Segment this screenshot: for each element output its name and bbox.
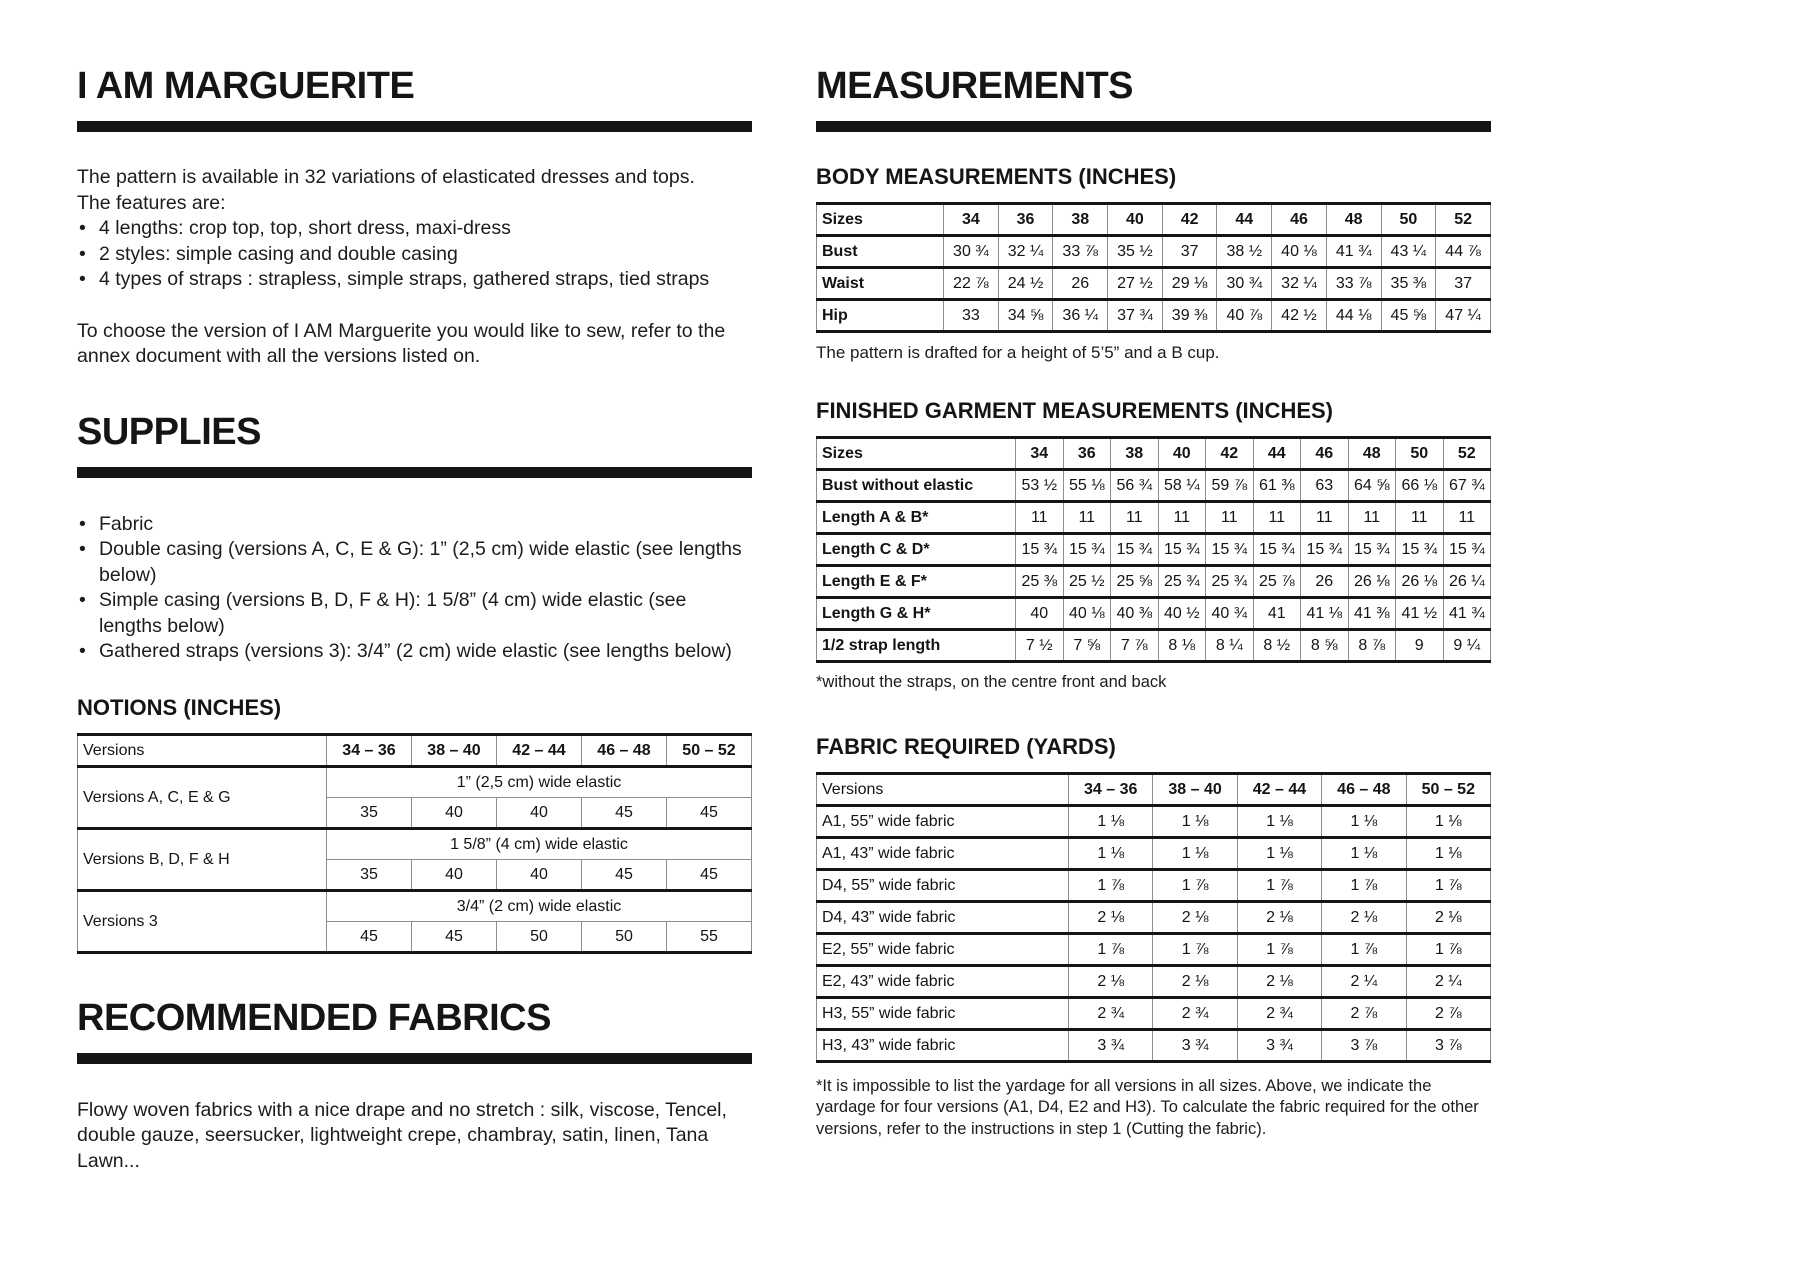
table-group-row (78, 828, 752, 859)
row-label: H3, 43” wide fabric (817, 1029, 1069, 1061)
table-header-cell: 46 (1301, 438, 1349, 470)
table-cell: 32 ¼ (998, 236, 1053, 268)
recommended-fabrics-text: Flowy woven fabrics with a nice drape and no stretch : silk, viscose, Tencel, double gauze, seersucker, lightweight crepe, chambray, satin, linen, Tana Lawn... (77, 1098, 727, 1172)
row-label: D4, 55” wide fabric (817, 869, 1069, 901)
table-cell: 24 ½ (998, 268, 1053, 300)
table-header-label: Sizes (817, 204, 944, 236)
table-cell: 35 ⅜ (1381, 268, 1436, 300)
table-header-cell: 50 (1381, 204, 1436, 236)
table-cell: 11 (1348, 502, 1396, 534)
table-cell: 27 ½ (1108, 268, 1163, 300)
table-cell: 11 (1253, 502, 1301, 534)
table-header-row (78, 734, 752, 766)
table-cell: 15 ¾ (1253, 534, 1301, 566)
yardage-footnote: *It is impossible to list the yardage for all versions in all sizes. Above, we indicate the yardage for four versions (A1, D4, E2 and H3). To calculate the fabric required for the other versions, refer to the instructions in step 1 (Cutting the fabric). (816, 1076, 1479, 1138)
table-cell: 1 ⅞ (1237, 869, 1321, 901)
table-cell: 15 ¾ (1111, 534, 1159, 566)
group-span-cell: 1 5/8” (4 cm) wide elastic (327, 828, 752, 859)
table-cell: 45 ⅝ (1381, 300, 1436, 332)
table-cell: 1 ⅛ (1153, 837, 1237, 869)
table-cell: 41 ⅛ (1301, 598, 1349, 630)
table-cell: 7 ⅝ (1063, 630, 1111, 662)
row-label: Bust (817, 236, 944, 268)
table-header-cell: 38 – 40 (1153, 773, 1237, 805)
row-label: Bust without elastic (817, 470, 1016, 502)
table-cell: 37 ¾ (1108, 300, 1163, 332)
table-cell: 40 ¾ (1206, 598, 1254, 630)
table-header-cell: 46 (1272, 204, 1327, 236)
fabric-required-title: FABRIC REQUIRED (YARDS) (816, 733, 1116, 759)
table-cell: 2 ¾ (1069, 997, 1153, 1029)
finished-garment-title: FINISHED GARMENT MEASUREMENTS (INCHES) (816, 398, 1334, 423)
feature-list (77, 216, 752, 293)
table-cell: 33 (944, 300, 999, 332)
table-cell: 36 ¼ (1053, 300, 1108, 332)
table-cell: 1 ⅛ (1237, 837, 1321, 869)
table-row (817, 502, 1491, 534)
table-cell: 33 ⅞ (1326, 268, 1381, 300)
table-cell: 26 ¼ (1443, 566, 1491, 598)
table-cell: 15 ¾ (1063, 534, 1111, 566)
table-cell: 1 ⅛ (1237, 805, 1321, 837)
table-cell: 2 ⅞ (1406, 997, 1490, 1029)
table-header-cell: 40 (1108, 204, 1163, 236)
table-cell: 2 ¼ (1406, 965, 1490, 997)
group-span-cell: 3/4” (2 cm) wide elastic (327, 890, 752, 921)
table-cell: 45 (582, 797, 667, 828)
table-cell: 2 ⅛ (1406, 901, 1490, 933)
table-cell: 40 ½ (1158, 598, 1206, 630)
feature-item: • 4 lengths: crop top, top, short dress, maxi-dress (77, 216, 752, 242)
table-cell: 3 ¾ (1069, 1029, 1153, 1061)
table-header-cell: 40 (1158, 438, 1206, 470)
table-cell: 42 ½ (1272, 300, 1327, 332)
table-cell: 40 (1016, 598, 1064, 630)
table-header-label: Versions (817, 773, 1069, 805)
table-header-row (817, 438, 1491, 470)
table-cell: 25 ⅝ (1111, 566, 1159, 598)
row-label: 1/2 strap length (817, 630, 1016, 662)
table-row (817, 598, 1491, 630)
table-cell: 41 ½ (1396, 598, 1444, 630)
row-label: Waist (817, 268, 944, 300)
intro-line: The features are: (77, 191, 226, 214)
table-cell: 63 (1301, 470, 1349, 502)
table-row (817, 630, 1491, 662)
notions-table (77, 733, 752, 954)
row-label: Hip (817, 300, 944, 332)
table-cell: 45 (327, 921, 412, 952)
supply-item: • Fabric (77, 512, 752, 538)
table-cell: 2 ¾ (1237, 997, 1321, 1029)
table-cell: 41 (1253, 598, 1301, 630)
table-cell: 1 ⅞ (1069, 933, 1153, 965)
table-header-cell: 52 (1443, 438, 1491, 470)
table-header-cell: 48 (1348, 438, 1396, 470)
table-cell: 1 ⅛ (1406, 805, 1490, 837)
row-label: Length E & F* (817, 566, 1016, 598)
table-header-cell: 46 – 48 (582, 734, 667, 766)
table-cell: 45 (667, 797, 752, 828)
table-cell: 45 (412, 921, 497, 952)
table-header-cell: 44 (1217, 204, 1272, 236)
title-rule (77, 121, 752, 132)
table-header-cell: 52 (1436, 204, 1491, 236)
table-cell: 3 ⅞ (1406, 1029, 1490, 1061)
table-header-cell: 34 – 36 (327, 734, 412, 766)
table-cell: 9 ¼ (1443, 630, 1491, 662)
table-cell: 53 ½ (1016, 470, 1064, 502)
title-rule (816, 121, 1491, 132)
table-cell: 15 ¾ (1396, 534, 1444, 566)
table-cell: 2 ⅛ (1069, 965, 1153, 997)
table-cell: 15 ¾ (1443, 534, 1491, 566)
table-cell: 8 ½ (1253, 630, 1301, 662)
table-cell: 7 ⅞ (1111, 630, 1159, 662)
right-column (816, 66, 1491, 1174)
table-header-cell: 44 (1253, 438, 1301, 470)
table-cell: 35 (327, 859, 412, 890)
measurements-title: MEASUREMENTS (816, 65, 1134, 107)
table-cell: 15 ¾ (1348, 534, 1396, 566)
table-cell: 26 (1301, 566, 1349, 598)
data-table (77, 733, 752, 954)
table-header-cell: 50 – 52 (1406, 773, 1490, 805)
table-header-cell: 48 (1326, 204, 1381, 236)
table-header-cell: 36 (998, 204, 1053, 236)
table-cell: 11 (1206, 502, 1254, 534)
table-header-label: Versions (78, 734, 327, 766)
table-cell: 40 ⅛ (1063, 598, 1111, 630)
table-cell: 8 ⅞ (1348, 630, 1396, 662)
table-row (817, 268, 1491, 300)
table-cell: 44 ⅞ (1436, 236, 1491, 268)
table-cell: 34 ⅝ (998, 300, 1053, 332)
table-cell: 40 ⅛ (1272, 236, 1327, 268)
table-cell: 1 ⅞ (1069, 869, 1153, 901)
table-cell: 45 (582, 859, 667, 890)
row-label: A1, 55” wide fabric (817, 805, 1069, 837)
table-cell: 25 ¾ (1158, 566, 1206, 598)
table-row (817, 869, 1491, 901)
table-cell: 25 ½ (1063, 566, 1111, 598)
table-header-cell: 38 – 40 (412, 734, 497, 766)
table-cell: 41 ¾ (1326, 236, 1381, 268)
table-cell: 25 ⅞ (1253, 566, 1301, 598)
table-cell: 30 ¾ (1217, 268, 1272, 300)
table-cell: 8 ¼ (1206, 630, 1254, 662)
table-cell: 15 ¾ (1206, 534, 1254, 566)
table-cell: 55 ⅛ (1063, 470, 1111, 502)
table-cell: 32 ¼ (1272, 268, 1327, 300)
table-cell: 1 ⅛ (1153, 805, 1237, 837)
table-cell: 2 ⅛ (1322, 901, 1406, 933)
title-rule (77, 1053, 752, 1064)
table-group-row (78, 890, 752, 921)
table-cell: 2 ⅛ (1237, 901, 1321, 933)
table-cell: 2 ⅛ (1237, 965, 1321, 997)
table-cell: 61 ⅜ (1253, 470, 1301, 502)
row-label: Length G & H* (817, 598, 1016, 630)
left-column (77, 66, 752, 1174)
table-cell: 15 ¾ (1016, 534, 1064, 566)
table-cell: 35 (327, 797, 412, 828)
table-header-cell: 50 – 52 (667, 734, 752, 766)
table-cell: 64 ⅝ (1348, 470, 1396, 502)
supplies-list (77, 512, 752, 665)
row-label: E2, 55” wide fabric (817, 933, 1069, 965)
table-row (817, 534, 1491, 566)
table-cell: 11 (1158, 502, 1206, 534)
table-cell: 11 (1111, 502, 1159, 534)
table-cell: 40 (412, 859, 497, 890)
table-row (817, 901, 1491, 933)
data-table (816, 436, 1491, 663)
table-cell: 55 (667, 921, 752, 952)
fabric-required-table (816, 772, 1491, 1063)
row-label: A1, 43” wide fabric (817, 837, 1069, 869)
table-cell: 66 ⅛ (1396, 470, 1444, 502)
table-header-cell: 34 (944, 204, 999, 236)
table-header-row (817, 773, 1491, 805)
table-cell: 26 ⅛ (1348, 566, 1396, 598)
table-cell: 29 ⅛ (1162, 268, 1217, 300)
table-header-row (817, 204, 1491, 236)
table-cell: 1 ⅛ (1322, 837, 1406, 869)
table-header-cell: 42 (1206, 438, 1254, 470)
table-cell: 3 ⅞ (1322, 1029, 1406, 1061)
table-row (817, 805, 1491, 837)
table-cell: 2 ¾ (1153, 997, 1237, 1029)
table-cell: 11 (1301, 502, 1349, 534)
table-header-cell: 42 (1162, 204, 1217, 236)
feature-item: • 2 styles: simple casing and double casing (77, 242, 752, 268)
table-cell: 1 ⅞ (1406, 933, 1490, 965)
table-cell: 40 (497, 797, 582, 828)
row-label: Versions 3 (78, 890, 327, 952)
table-row (817, 566, 1491, 598)
table-row (817, 1029, 1491, 1061)
row-label: Length A & B* (817, 502, 1016, 534)
table-cell: 2 ⅞ (1322, 997, 1406, 1029)
supply-item: • Simple casing (versions B, D, F & H): 1 5/8” (4 cm) wide elastic (see lengths below) (77, 588, 752, 639)
table-cell: 40 (412, 797, 497, 828)
table-cell: 50 (497, 921, 582, 952)
table-cell: 1 ⅞ (1237, 933, 1321, 965)
table-cell: 39 ⅜ (1162, 300, 1217, 332)
row-label: Versions B, D, F & H (78, 828, 327, 890)
table-cell: 11 (1443, 502, 1491, 534)
table-cell: 1 ⅞ (1322, 869, 1406, 901)
table-cell: 59 ⅞ (1206, 470, 1254, 502)
table-cell: 25 ⅜ (1016, 566, 1064, 598)
table-cell: 1 ⅛ (1069, 805, 1153, 837)
row-label: H3, 55” wide fabric (817, 997, 1069, 1029)
table-cell: 11 (1396, 502, 1444, 534)
table-cell: 26 ⅛ (1396, 566, 1444, 598)
height-cup-note: The pattern is drafted for a height of 5’5” and a B cup. (816, 343, 1220, 362)
table-header-label: Sizes (817, 438, 1016, 470)
table-cell: 37 (1162, 236, 1217, 268)
table-cell: 43 ¼ (1381, 236, 1436, 268)
row-label: Length C & D* (817, 534, 1016, 566)
table-cell: 9 (1396, 630, 1444, 662)
table-cell: 45 (667, 859, 752, 890)
table-cell: 3 ¾ (1237, 1029, 1321, 1061)
table-cell: 2 ⅛ (1153, 901, 1237, 933)
table-cell: 11 (1063, 502, 1111, 534)
table-cell: 35 ½ (1108, 236, 1163, 268)
table-cell: 30 ¾ (944, 236, 999, 268)
supplies-title: SUPPLIES (77, 410, 261, 453)
table-cell: 41 ⅜ (1348, 598, 1396, 630)
table-cell: 40 ⅜ (1111, 598, 1159, 630)
table-cell: 2 ¼ (1322, 965, 1406, 997)
table-cell: 7 ½ (1016, 630, 1064, 662)
table-header-cell: 38 (1111, 438, 1159, 470)
title-rule (77, 467, 752, 478)
table-cell: 2 ⅛ (1069, 901, 1153, 933)
table-header-cell: 42 – 44 (497, 734, 582, 766)
body-measurements-title: BODY MEASUREMENTS (INCHES) (816, 164, 1177, 189)
table-cell: 2 ⅛ (1153, 965, 1237, 997)
page-title: I AM MARGUERITE (77, 65, 415, 107)
supply-item: • Double casing (versions A, C, E & G): 1” (2,5 cm) wide elastic (see lengths below) (77, 537, 752, 588)
table-header-cell: 50 (1396, 438, 1444, 470)
table-cell: 33 ⅞ (1053, 236, 1108, 268)
table-cell: 50 (582, 921, 667, 952)
row-label: Versions A, C, E & G (78, 766, 327, 828)
table-cell: 37 (1436, 268, 1491, 300)
table-row (817, 997, 1491, 1029)
table-row (817, 933, 1491, 965)
recommended-fabrics-title: RECOMMENDED FABRICS (77, 996, 551, 1039)
choose-note: To choose the version of I AM Marguerite you would like to sew, refer to the annex document with all the versions listed on. (77, 319, 726, 367)
table-header-cell: 38 (1053, 204, 1108, 236)
feature-item: • 4 types of straps : strapless, simple straps, gathered straps, tied straps (77, 267, 752, 293)
table-header-cell: 46 – 48 (1322, 773, 1406, 805)
table-cell: 56 ¾ (1111, 470, 1159, 502)
row-label: D4, 43” wide fabric (817, 901, 1069, 933)
table-cell: 58 ¼ (1158, 470, 1206, 502)
table-header-cell: 42 – 44 (1237, 773, 1321, 805)
table-header-cell: 34 (1016, 438, 1064, 470)
table-cell: 8 ⅛ (1158, 630, 1206, 662)
table-row (817, 470, 1491, 502)
body-measurements-table (816, 202, 1491, 333)
intro-line: The pattern is available in 32 variations of elasticated dresses and tops. (77, 166, 695, 188)
table-row (817, 300, 1491, 332)
table-cell: 8 ⅝ (1301, 630, 1349, 662)
table-cell: 3 ¾ (1153, 1029, 1237, 1061)
table-cell: 41 ¾ (1443, 598, 1491, 630)
straps-footnote: *without the straps, on the centre front and back (816, 673, 1167, 691)
table-cell: 22 ⅞ (944, 268, 999, 300)
table-header-cell: 36 (1063, 438, 1111, 470)
table-row (817, 837, 1491, 869)
table-cell: 1 ⅞ (1406, 869, 1490, 901)
intro-paragraph (77, 165, 752, 216)
row-label: E2, 43” wide fabric (817, 965, 1069, 997)
data-table (816, 202, 1491, 333)
finished-garment-table (816, 436, 1491, 663)
table-cell: 11 (1016, 502, 1064, 534)
table-cell: 1 ⅛ (1069, 837, 1153, 869)
table-cell: 1 ⅛ (1322, 805, 1406, 837)
table-cell: 1 ⅞ (1153, 869, 1237, 901)
table-cell: 40 (497, 859, 582, 890)
table-cell: 47 ¼ (1436, 300, 1491, 332)
table-header-cell: 34 – 36 (1069, 773, 1153, 805)
table-cell: 15 ¾ (1158, 534, 1206, 566)
table-cell: 25 ¾ (1206, 566, 1254, 598)
table-group-row (78, 766, 752, 797)
table-cell: 15 ¾ (1301, 534, 1349, 566)
table-cell: 1 ⅞ (1322, 933, 1406, 965)
notions-title: NOTIONS (INCHES) (77, 694, 282, 720)
table-cell: 38 ½ (1217, 236, 1272, 268)
group-span-cell: 1” (2,5 cm) wide elastic (327, 766, 752, 797)
table-cell: 40 ⅞ (1217, 300, 1272, 332)
table-cell: 67 ¾ (1443, 470, 1491, 502)
table-cell: 1 ⅛ (1406, 837, 1490, 869)
table-row (817, 965, 1491, 997)
table-row (817, 236, 1491, 268)
supply-item: • Gathered straps (versions 3): 3/4” (2 cm) wide elastic (see lengths below) (77, 639, 752, 665)
table-cell: 44 ⅛ (1326, 300, 1381, 332)
data-table (816, 772, 1491, 1063)
table-cell: 1 ⅞ (1153, 933, 1237, 965)
table-cell: 26 (1053, 268, 1108, 300)
